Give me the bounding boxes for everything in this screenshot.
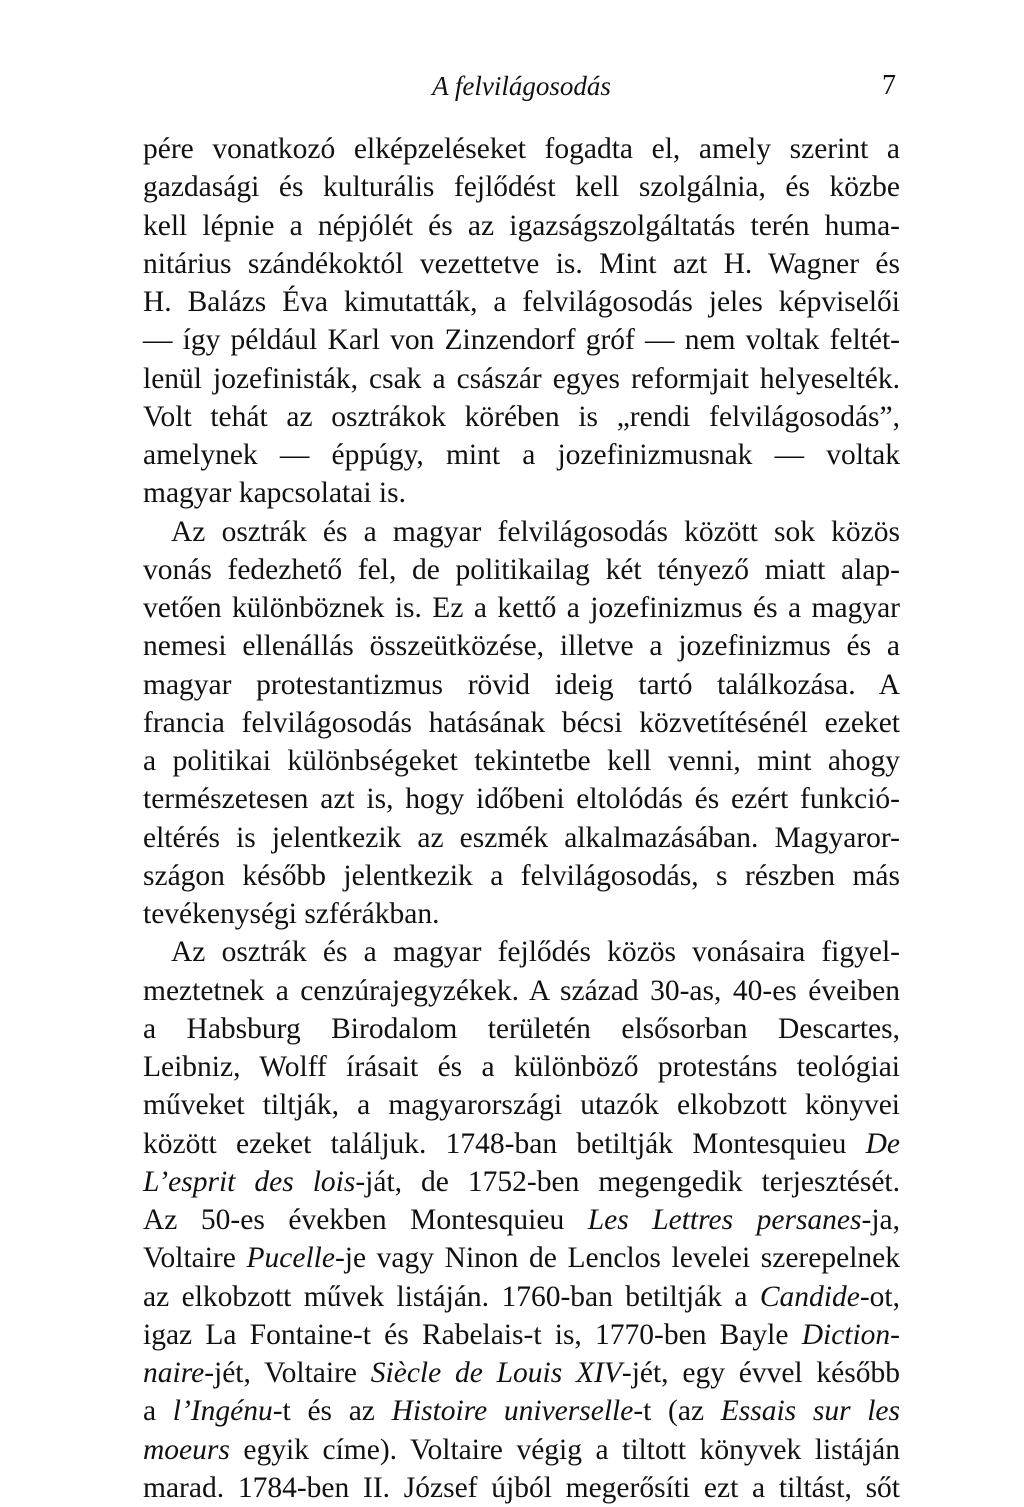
text-run: nitárius szándékoktól vezettetve is. Mint azt H. Wagner és: [143, 247, 900, 280]
italic-title: Pucelle: [246, 1242, 335, 1275]
text-line: [143, 933, 900, 971]
text-line: [143, 819, 900, 857]
text-line: [143, 245, 900, 283]
text-run: lenül jozefinisták, csak a császár egyes reformjait helyeselték.: [143, 362, 900, 395]
text-line: [143, 551, 900, 589]
text-run: között ezeket találjuk. 1748-ban betiltják Montesquieu: [143, 1127, 866, 1160]
text-line: [143, 895, 900, 933]
text-run: marad. 1784-ben II. József újból megerősíti ezt a tiltást, sőt: [143, 1471, 900, 1504]
text-run: gazdasági és kulturális fejlődést kell szolgálnia, és közbe: [143, 171, 900, 204]
text-run: pére vonatkozó elképzeléseket fogadta el, amely szerint a: [143, 133, 900, 165]
text-run: -t (az: [633, 1395, 721, 1428]
text-run: H. Balázs Éva kimutatták, a felvilágosodás jeles képviselői: [143, 286, 900, 318]
text-line: [143, 1125, 900, 1163]
text-run: meztetnek a cenzúrajegyzékek. A század 30-as, 40-es éveiben: [143, 974, 900, 1007]
text-line: [143, 207, 900, 245]
italic-title: Essais sur les: [720, 1395, 901, 1428]
text-line: [143, 1354, 900, 1392]
running-title: A felvilágosodás: [432, 71, 611, 101]
text-run: kell lépnie a népjólét és az igazságszolgáltatás terén huma-: [143, 209, 900, 242]
text-run: a Habsburg Birodalom területén elsősorban Descartes,: [143, 1012, 900, 1045]
text-run: az elkobzott művek listáján. 1760-ban betiltják a: [143, 1280, 760, 1313]
text-run: -ját, de 1752-ben megengedik terjesztését.: [355, 1165, 900, 1198]
text-line: [143, 1201, 900, 1239]
text-run: Az osztrák és a magyar felvilágosodás között sok közös: [171, 515, 900, 548]
text-line: [143, 780, 900, 818]
text-line: [143, 1431, 900, 1469]
text-line: [143, 360, 900, 398]
text-line: [143, 321, 900, 359]
text-run: műveket tiltják, a magyarországi utazók elkobzott könyvei: [143, 1089, 900, 1122]
text-run: — így például Karl von Zinzendorf gróf — nem voltak feltét-: [143, 324, 900, 357]
text-run: igaz La Fontaine-t és Rabelais-t is, 1770-ben Bayle: [143, 1318, 802, 1351]
text-line: [143, 589, 900, 627]
italic-title: De: [865, 1127, 900, 1160]
text-line: [143, 398, 900, 436]
text-run: a: [143, 1395, 173, 1428]
text-line: [143, 283, 900, 321]
italic-title: l’Ingénu: [172, 1395, 273, 1428]
text-run: Volt tehát az osztrákok körében is „rendi felvilágosodás”,: [143, 400, 900, 433]
text-run: amelynek — éppúgy, mint a jozefinizmusnak — voltak: [143, 439, 900, 471]
text-line: [143, 1469, 900, 1507]
text-line: [143, 704, 900, 742]
text-run: magyar kapcsolatai is.: [143, 477, 406, 510]
text-line: [143, 130, 900, 168]
italic-title: naire: [143, 1357, 205, 1389]
text-run: szágon később jelentkezik a felvilágosodás, s részben más: [143, 859, 900, 892]
text-line: [143, 1010, 900, 1048]
text-line: [143, 1316, 900, 1354]
text-run: vetően különböznek is. Ez a kettő a jozefinizmus és a magyar: [143, 592, 900, 624]
text-run: -t és az: [272, 1395, 392, 1428]
text-run: eltérés is jelentkezik az eszmék alkalmazásában. Magyaror-: [143, 821, 900, 854]
text-line: [143, 666, 900, 704]
text-line: [143, 1239, 900, 1277]
italic-title: L’esprit des lois: [143, 1165, 356, 1198]
text-run: természetesen azt is, hogy időbeni eltolódás és ezért funkció-: [143, 783, 900, 816]
text-line: [143, 1086, 900, 1124]
text-line: [143, 474, 900, 512]
text-run: Az osztrák és a magyar fejlődés közös vonásaira figyel-: [171, 936, 900, 969]
text-run: -je vagy Ninon de Lenclos levelei szerepelnek: [334, 1242, 900, 1275]
text-line: [143, 1163, 900, 1201]
running-head: [143, 66, 900, 106]
text-line: [143, 513, 900, 551]
text-run: Voltaire: [143, 1242, 247, 1275]
text-line: [143, 742, 900, 780]
text-line: [143, 1278, 900, 1316]
italic-title: Les Lettres persanes: [587, 1204, 862, 1236]
text-run: francia felvilágosodás hatásának bécsi közvetítésénél ezeket: [143, 706, 900, 739]
text-run: -jét, Voltaire: [204, 1357, 371, 1389]
text-run: nemesi ellenállás összeütközése, illetve a jozefinizmus és a: [143, 630, 900, 663]
text-line: [143, 1048, 900, 1086]
text-run: -ot,: [859, 1280, 900, 1313]
italic-title: Diction-: [801, 1318, 900, 1351]
body-text: [143, 130, 900, 1507]
italic-title: moeurs: [143, 1433, 230, 1466]
italic-title: Histoire universelle: [391, 1395, 634, 1428]
text-line: [143, 168, 900, 206]
text-run: Leibniz, Wolff írásait és a különböző protestáns teológiai: [143, 1051, 900, 1083]
text-run: Az 50-es években Montesquieu: [143, 1204, 588, 1236]
page-number: 7: [882, 70, 896, 101]
text-run: a politikai különbségeket tekintetbe kell venni, mint ahogy: [143, 745, 900, 777]
text-line: [143, 436, 900, 474]
text-run: egyik címe). Voltaire végig a tiltott könyvek listáján: [229, 1433, 900, 1466]
text-run: vonás fedezhető fel, de politikailag két tényező miatt alap-: [143, 553, 900, 586]
text-line: [143, 627, 900, 665]
text-run: -jét, egy évvel később: [621, 1357, 900, 1389]
text-run: -ja,: [861, 1204, 900, 1236]
text-line: [143, 857, 900, 895]
text-line: [143, 1392, 900, 1430]
text-run: magyar protestantizmus rövid ideig tartó találkozása. A: [143, 668, 900, 701]
italic-title: Siècle de Louis XIV: [370, 1357, 622, 1389]
text-line: [143, 972, 900, 1010]
text-run: tevékenységi szférákban.: [143, 898, 440, 930]
italic-title: Candide: [759, 1280, 860, 1313]
